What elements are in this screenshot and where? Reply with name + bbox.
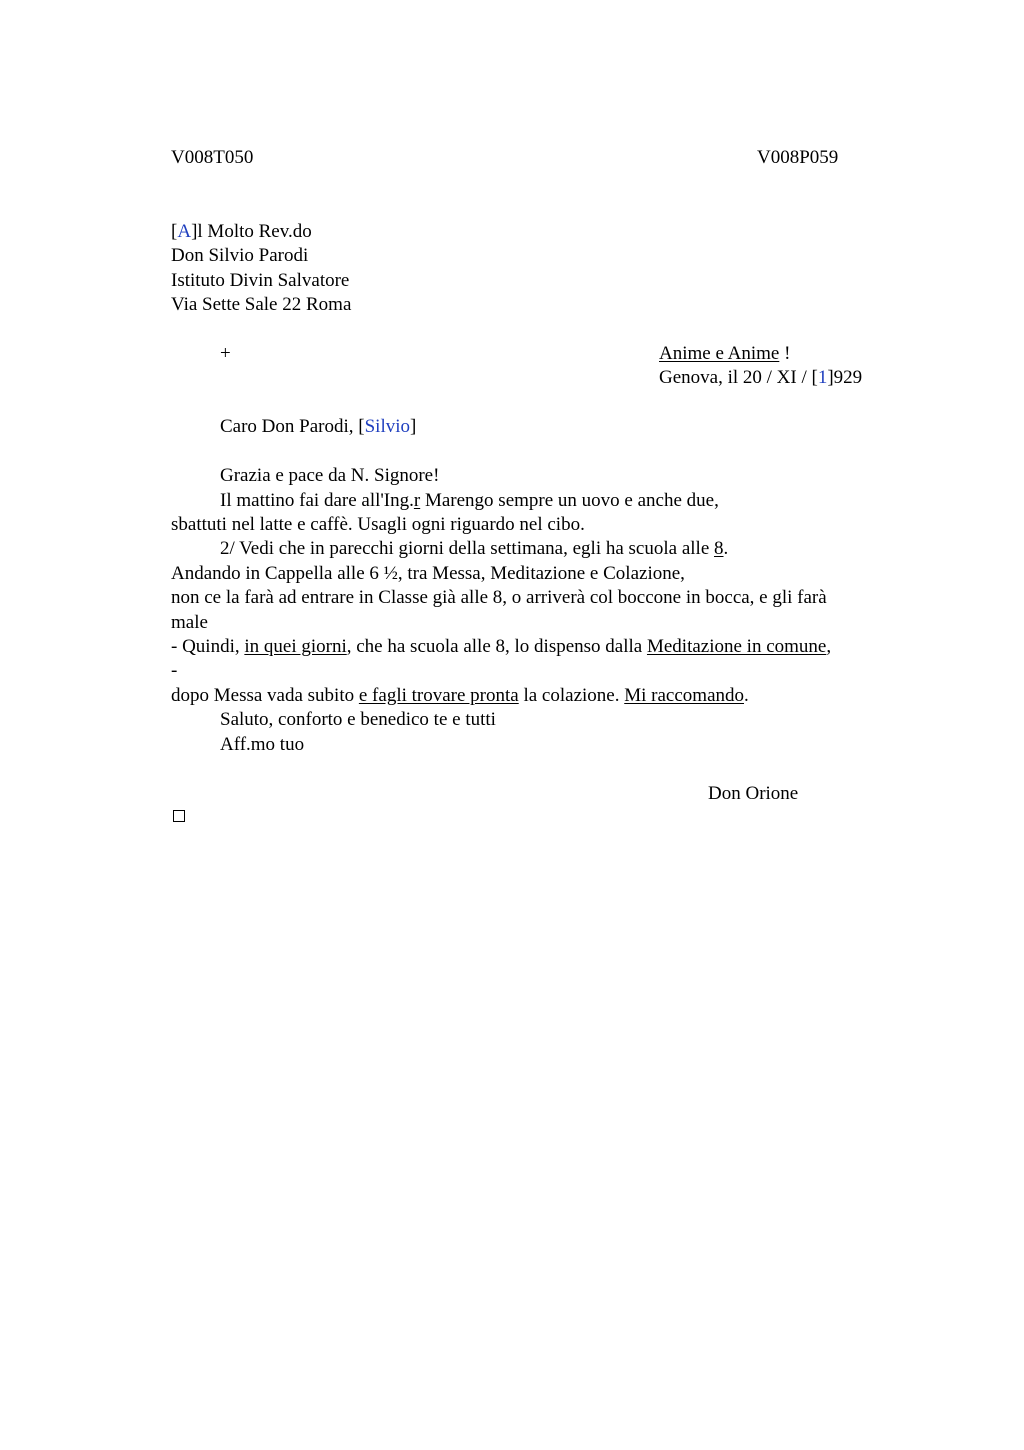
body-line: Saluto, conforto e benedico te e tutti	[220, 709, 496, 730]
square-icon	[173, 810, 185, 822]
motto: Anime e Anime !	[659, 343, 791, 364]
cross-symbol: +	[220, 343, 231, 364]
document-code-right: V008P059	[757, 147, 839, 168]
body-line: non ce la farà ad entrare in Classe già alle 8, o arriverà col boccone in bocca, e gli farà	[171, 587, 827, 608]
body-line: - Quindi, in quei giorni, che ha scuola alle 8, lo dispenso dalla Meditazione in comune,	[171, 636, 832, 657]
body-line: 2/ Vedi che in parecchi giorni della settimana, egli ha scuola alle 8.	[220, 538, 729, 559]
body-line: male	[171, 612, 208, 633]
body-line: Andando in Cappella alle 6 ½, tra Messa, Meditazione e Colazione,	[171, 563, 685, 584]
body-line: Il mattino fai dare all'Ing.r Marengo sempre un uovo e anche due,	[220, 490, 719, 511]
editorial-insertion: Silvio	[364, 416, 410, 437]
address-line-2: Don Silvio Parodi	[171, 245, 309, 266]
editorial-insertion: 1	[817, 367, 828, 388]
body-line: -	[171, 660, 178, 681]
document-code-left: V008T050	[171, 147, 254, 168]
address-line-4: Via Sette Sale 22 Roma	[171, 294, 352, 315]
address-line-1: [A]l Molto Rev.do	[171, 221, 312, 242]
body-line: Aff.mo tuo	[220, 734, 305, 755]
salutation: Caro Don Parodi, [Silvio]	[220, 416, 417, 437]
body-line: sbattuti nel latte e caffè. Usagli ogni riguardo nel cibo.	[171, 514, 585, 535]
body-line: Grazia e pace da N. Signore!	[220, 465, 440, 486]
signature: Don Orione	[708, 783, 799, 804]
editorial-insertion: A	[177, 221, 192, 242]
body-line: dopo Messa vada subito e fagli trovare pronta la colazione. Mi raccomando.	[171, 685, 749, 706]
place-date: Genova, il 20 / XI / [1]929	[659, 367, 863, 388]
address-line-3: Istituto Divin Salvatore	[171, 270, 350, 291]
